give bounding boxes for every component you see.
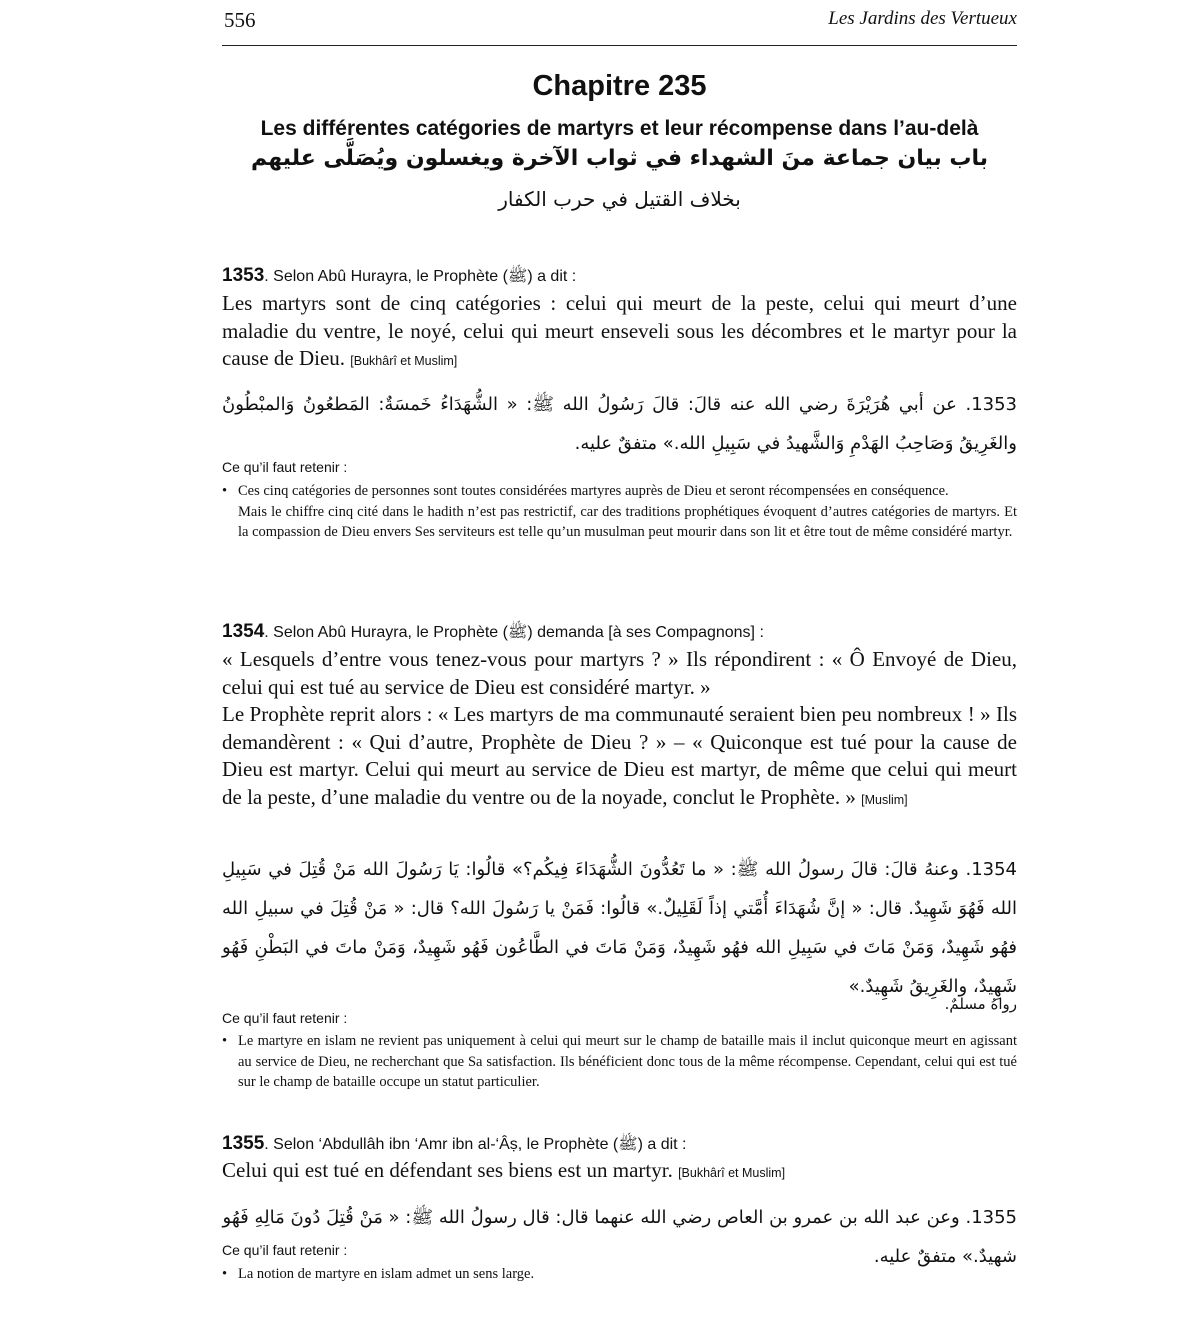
- book-title: Les Jardins des Vertueux: [828, 8, 1017, 29]
- hadith-number: 1353: [222, 265, 265, 286]
- chapter-title: Chapitre 235: [532, 70, 707, 102]
- arabic-hadith-source: رواهُ مسلمٌ.: [944, 995, 1017, 1013]
- hadith-text: « Lesquels d’entre vous tenez-vous pour martyrs ? » Ils répondirent : « Ô Envoyé de Dieu, celui qui est tué au service de Dieu est considéré martyr. » Le Prophète reprit alors : « Les martyrs de ma communauté seraient bien peu nombreux ! » Ils demandèrent : « Qui d’autre, Prophète de Dieu ? » – « Quiconque est tué pour la cause de Dieu est martyr. Celui qui meurt au service de Dieu est martyr, de même que celui qui meurt de la peste, d’une maladie du ventre ou de la noyade, conclut le Prophète. » [Muslim]: [222, 647, 1017, 809]
- page-number: 556: [224, 8, 256, 32]
- arabic-hadith-text: 1354. وعنهُ قالَ: قالَ رسولُ الله ﷺ: « ما تَعُدُّونَ الشُّهَدَاءَ فِيكُم؟» قالُوا: يَا رَسُولَ الله مَنْ قُتِلَ في سَبِيلِ الله فَهُوَ شَهِيدٌ. قال: « إنَّ شُهَدَاءَ أُمَّتي إذاً لَقَلِيلٌ.» قالُوا: فَمَنْ يا رَسُولَ الله؟ قال: « مَنْ قُتِلَ في سبيلِ الله فهُو شَهِيدٌ، وَمَنْ مَاتَ في سَبِيلِ الله فهُو شَهِيدٌ، وَمَنْ مَاتَ في الطَّاعُون فَهُو شَهِيدٌ، وَمَنْ ماتَ في البَطْنِ فَهُو شَهِيدٌ، والغَرِيقُ شَهِيدٌ.»: [222, 859, 1017, 997]
- hadith-intro: . Selon Abû Hurayra, le Prophète (ﷺ) demanda [à ses Compagnons] :: [264, 624, 764, 641]
- retenir-point: • La notion de martyre en islam admet un sens large.: [222, 1264, 1017, 1285]
- retenir-label: Ce qu’il faut retenir :: [222, 1242, 348, 1258]
- hadith-heading: [222, 1133, 686, 1157]
- hadith-source: [Muslim]: [861, 792, 908, 807]
- arabic-chapter-title-line2: بخلاف القتيل في حرب الكفار: [498, 187, 741, 211]
- hadith-intro: . Selon ‘Abdullâh ibn ‘Amr ibn al-‘Âṣ, le Prophète (ﷺ) a dit :: [264, 1136, 687, 1153]
- header-rule: [222, 45, 1017, 46]
- retenir-label: Ce qu’il faut retenir :: [222, 1010, 348, 1026]
- chapter-subtitle: Les différentes catégories de martyrs et leur récompense dans l’au-delà: [260, 117, 979, 140]
- hadith-text: Les martyrs sont de cinq catégories : celui qui meurt de la peste, celui qui meurt d’une maladie du ventre, le noyé, celui qui meurt enseveli sous les décombres et le martyr pour la cause de Dieu. [Bukhârî et Muslim]: [222, 291, 1017, 370]
- bullet-icon: •: [222, 1033, 228, 1049]
- arabic-hadith-text: 1355. وعن عبد الله بن عمرو بن العاص رضي الله عنهما قال: قال رسولُ الله ﷺ: « مَنْ قُتِلَ دُونَ مَالِهِ فَهُو شهيدٌ.» متفقٌ عليه.: [222, 1207, 1017, 1267]
- retenir-point: • Ces cinq catégories de personnes sont toutes considérées martyres auprès de Dieu et seront récompensées en conséquence. Mais le chiffre cinq cité dans le hadith n’est pas restrictif, car des traditions prophétiques évoquent d’autres catégories de martyrs. Et la compassion de Dieu envers Ses serviteurs est telle qu’un musulman peut mourir dans son lit et être tout de même considéré martyr.: [222, 483, 1017, 540]
- hadith-intro: . Selon Abû Hurayra, le Prophète (ﷺ) a dit :: [264, 268, 577, 285]
- bullet-icon: •: [222, 1266, 228, 1282]
- running-head: [222, 8, 1017, 38]
- arabic-hadith-text: 1353. عن أبي هُرَيْرَةَ رضي الله عنه قالَ: قالَ رَسُولُ الله ﷺ: « الشُّهَدَاءُ خَمسَةٌ: المَطعُونُ وَالمبْطُونُ والغَرِيقُ وَصَاحِبُ الهَدْمِ وَالشَّهيدُ في سَبِيلِ الله.» متفقٌ عليه.: [222, 394, 1017, 454]
- retenir-point: • Le martyre en islam ne revient pas uniquement à celui qui meurt sur le champ de bataille mais il inclut quiconque meurt en agissant au service de Dieu, ne recherchant que Sa satisfaction. Ils bénéficient donc tous de la même récompense. Cependant, celui qui est tué sur le champ de bataille occupe un statut particulier.: [222, 1033, 1017, 1090]
- retenir-label: Ce qu’il faut retenir :: [222, 459, 348, 475]
- hadith-text: Celui qui est tué en défendant ses biens est un martyr. [Bukhârî et Muslim]: [222, 1158, 786, 1182]
- hadith-source: [Bukhârî et Muslim]: [350, 354, 458, 368]
- hadith-source: [Bukhârî et Muslim]: [678, 1166, 786, 1180]
- hadith-heading: [222, 621, 764, 645]
- hadith-heading: [222, 265, 576, 289]
- hadith-number: 1354: [222, 621, 265, 642]
- bullet-icon: •: [222, 483, 228, 499]
- hadith-number: 1355: [222, 1133, 265, 1154]
- arabic-chapter-title: باب بيان جماعة منَ الشهداء في ثواب الآخرة ويغسلون ويُصَلَّى عليهم: [250, 146, 989, 171]
